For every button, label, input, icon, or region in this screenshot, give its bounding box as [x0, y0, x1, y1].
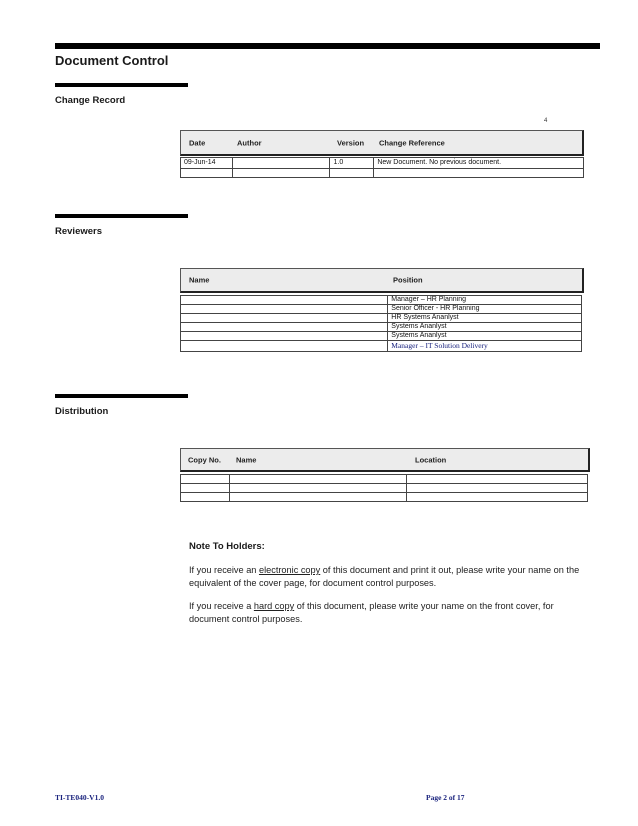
cell	[232, 158, 330, 169]
cell	[181, 493, 230, 502]
table-row	[181, 493, 588, 502]
distribution-heading: Distribution	[55, 406, 109, 417]
cell: Manager – IT Solution Delivery	[388, 341, 582, 352]
cell	[181, 305, 388, 314]
cell	[229, 484, 407, 493]
change-record-table	[180, 157, 584, 178]
cell	[407, 484, 588, 493]
table-row	[181, 296, 582, 305]
cell	[181, 332, 388, 341]
cell: Manager – HR Planning	[388, 296, 582, 305]
table-row	[181, 341, 582, 352]
note-paragraph-electronic	[189, 564, 589, 590]
cell: 1.0	[330, 158, 374, 169]
col-name: Name	[236, 455, 257, 464]
note-text: If you receive a	[189, 601, 254, 611]
col-location: Location	[415, 455, 447, 464]
reviewers-rule	[55, 214, 188, 218]
cell: Systems Ananlyst	[388, 323, 582, 332]
cell: Systems Ananlyst	[388, 332, 582, 341]
cell: 09-Jun-14	[181, 158, 233, 169]
cell	[181, 484, 230, 493]
change-record-rule	[55, 83, 188, 87]
table-row	[181, 305, 582, 314]
page-title: Document Control	[55, 53, 169, 68]
cell: Senior Officer - HR Planning	[388, 305, 582, 314]
note-text: of this document, please write your name on the front cover, for document control purposes.	[189, 601, 554, 624]
table-row	[181, 169, 584, 178]
col-date: Date	[189, 138, 206, 147]
cell	[181, 169, 233, 178]
change-record-heading: Change Record	[55, 95, 126, 106]
cell	[407, 475, 588, 484]
table-row	[181, 323, 582, 332]
note-text: If you receive an	[189, 565, 259, 575]
reviewers-heading: Reviewers	[55, 226, 103, 237]
table-row	[181, 484, 588, 493]
distribution-header	[180, 448, 590, 472]
cell	[181, 323, 388, 332]
cell	[330, 169, 374, 178]
cell	[181, 314, 388, 323]
table-row	[181, 475, 588, 484]
col-name: Name	[189, 275, 210, 285]
table-row	[181, 314, 582, 323]
hard-copy-link[interactable]: hard copy	[253, 601, 295, 611]
cell: New Document. No previous document.	[374, 158, 584, 169]
change-record-header	[180, 130, 584, 156]
col-change-reference: Change Reference	[379, 138, 445, 147]
table-row	[181, 158, 584, 169]
distribution-rule	[55, 394, 188, 398]
col-position: Position	[393, 275, 423, 285]
cell	[229, 493, 407, 502]
col-version: Version	[337, 138, 365, 147]
cell	[232, 169, 330, 178]
footer-doc-id: TI-TE040-V1.0	[55, 793, 104, 802]
distribution-table	[180, 474, 588, 502]
table-row	[181, 332, 582, 341]
top-rule	[55, 43, 600, 49]
footer-page-number: Page 2 of 17	[426, 793, 465, 802]
note-paragraph-hard	[189, 600, 589, 626]
reviewers-header	[180, 268, 584, 293]
cell	[181, 296, 388, 305]
note-title: Note To Holders:	[189, 541, 265, 552]
cell: HR Systems Ananlyst	[388, 314, 582, 323]
cell	[181, 341, 388, 352]
col-copy-no: Copy No.	[188, 455, 221, 464]
margin-mark: 4	[544, 118, 548, 124]
cell	[229, 475, 407, 484]
cell	[181, 475, 230, 484]
col-author: Author	[237, 138, 262, 147]
reviewers-table	[180, 295, 582, 352]
cell	[374, 169, 584, 178]
cell	[407, 493, 588, 502]
note-text: of this document and print it out, please write your name on the equivalent of the cover page, for document control purposes.	[189, 565, 580, 588]
electronic-copy-link[interactable]: electronic copy	[258, 565, 321, 575]
